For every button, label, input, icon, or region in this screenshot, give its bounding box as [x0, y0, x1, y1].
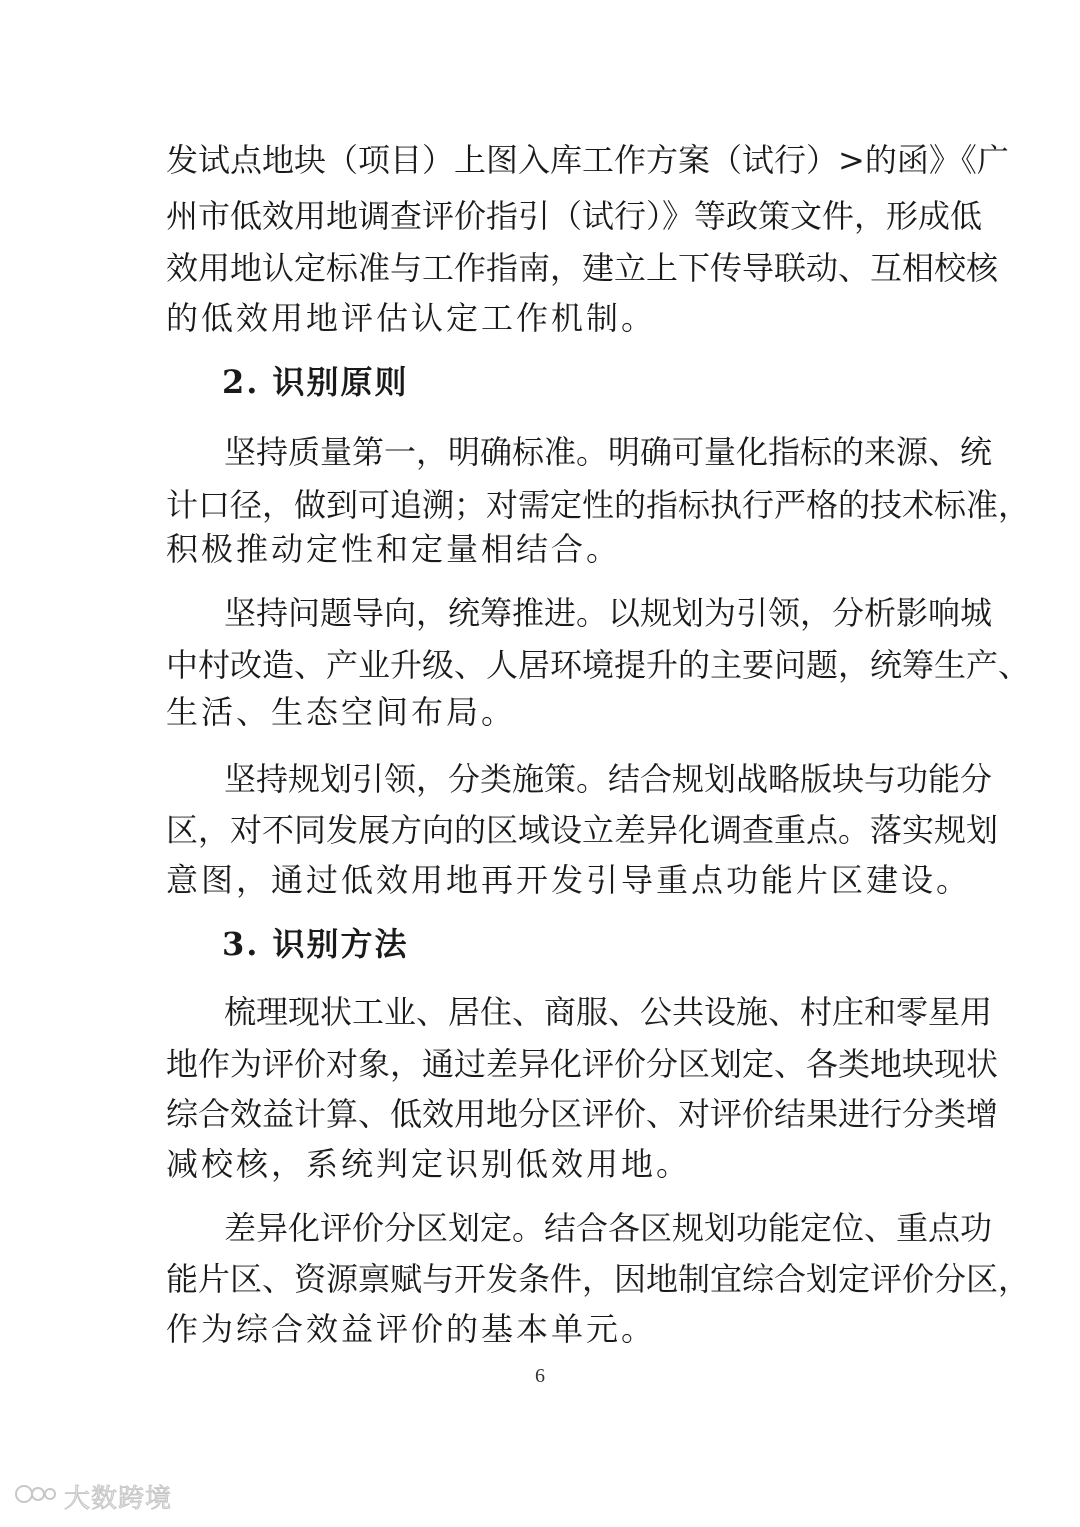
paragraph-line: 意图，通过低效用地再开发引导重点功能片区建设。	[166, 861, 972, 899]
paragraph-line: 作为综合效益评价的基本单元。	[166, 1310, 657, 1348]
paragraph-line: 效用地认定标准与工作指南，建立上下传导联动、互相校核	[166, 249, 999, 287]
paragraph-line: 能片区、资源禀赋与开发条件，因地制宜综合划定评价分区，	[166, 1260, 1031, 1298]
paragraph-line: 差异化评价分区划定。结合各区规划功能定位、重点功	[224, 1209, 993, 1247]
paragraph-line: 生活、生态空间布局。	[166, 693, 517, 731]
paragraph-line: 减校核，系统判定识别低效用地。	[166, 1145, 692, 1183]
watermark-logo-icon	[14, 1479, 58, 1513]
paragraph-line: 发试点地块（项目）上图入库工作方案（试行）>的函》《广	[166, 141, 1009, 179]
section-heading: 3. 识别方法	[222, 925, 409, 963]
paragraph-line: 的低效用地评估认定工作机制。	[166, 299, 657, 337]
section-heading: 2. 识别原则	[222, 363, 409, 401]
paragraph-line: 坚持问题导向，统筹推进。以规划为引领，分析影响城	[224, 594, 993, 632]
watermark-text: 大数跨境	[64, 1483, 173, 1514]
page-number: 6	[535, 1365, 545, 1387]
paragraph-line: 坚持质量第一，明确标准。明确可量化指标的来源、统	[224, 433, 993, 471]
paragraph-line: 中村改造、产业升级、人居环境提升的主要问题，统筹生产、	[166, 646, 1031, 684]
paragraph-line: 区，对不同发展方向的区域设立差异化调查重点。落实规划	[166, 811, 999, 849]
paragraph-line: 梳理现状工业、居住、商服、公共设施、村庄和零星用	[224, 993, 993, 1031]
paragraph-line: 州市低效用地调查评价指引（试行）》等政策文件，形成低	[166, 197, 983, 235]
paragraph-line: 地作为评价对象，通过差异化评价分区划定、各类地块现状	[166, 1045, 999, 1083]
paragraph-line: 积极推动定性和定量相结合。	[166, 530, 622, 568]
paragraph-line: 综合效益计算、低效用地分区评价、对评价结果进行分类增	[166, 1095, 999, 1133]
paragraph-line: 坚持规划引领，分类施策。结合规划战略版块与功能分	[224, 760, 993, 798]
watermark	[14, 1478, 172, 1514]
paragraph-line: 计口径，做到可追溯；对需定性的指标执行严格的技术标准，	[166, 486, 1031, 524]
